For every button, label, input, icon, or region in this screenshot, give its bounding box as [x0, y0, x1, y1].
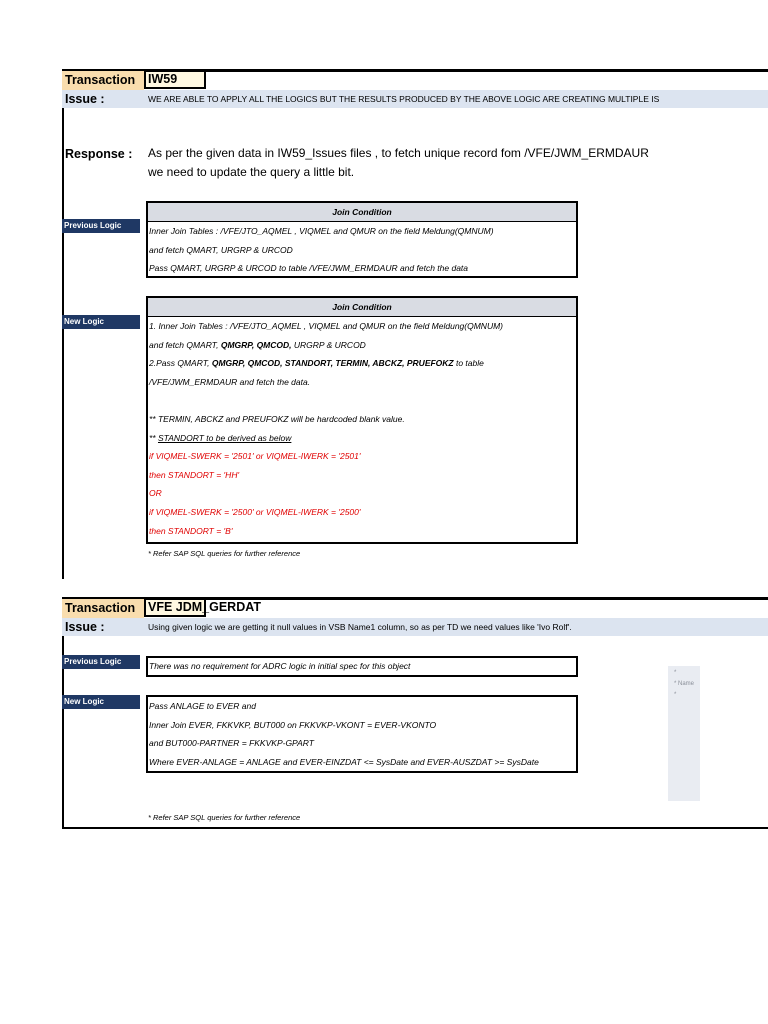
previous-logic-box	[146, 201, 578, 278]
response-line: As per the given data in IW59_Issues files , to fetch unique record fom /VFE/JWM_ERMDAUR	[148, 146, 649, 160]
logic-text: 2.Pass QMART,	[149, 358, 212, 369]
transaction-value: IW59	[144, 70, 206, 89]
side-panel-text: *	[674, 692, 677, 698]
previous-logic-tag: Previous Logic	[62, 219, 140, 233]
logic-text: **	[149, 432, 158, 443]
logic-line: There was no requirement for ADRC logic in initial spec for this object	[149, 661, 411, 671]
condition-line: if VIQMEL-SWERK = '2501' or VIQMEL-IWERK = '2501'	[149, 451, 361, 462]
logic-line: and BUT000-PARTNER = FKKVKP-GPART	[149, 738, 314, 749]
reference-note: * Refer SAP SQL queries for further reference	[148, 813, 301, 822]
issue-text: Using given logic we are getting it null values in VSB Name1 column, so as per TD we need values like 'Ivo Rolf'.	[148, 622, 572, 632]
condition-line: OR	[149, 488, 162, 499]
transaction-label: Transaction	[62, 71, 144, 90]
logic-line: Where EVER-ANLAGE = ANLAGE and EVER-EINZDAT <= SysDate and EVER-AUSZDAT >= SysDate	[149, 756, 539, 767]
transaction-value: VFE JDM_GERDAT	[144, 598, 206, 617]
logic-blank-line	[148, 391, 576, 410]
logic-line	[148, 429, 576, 448]
logic-line	[148, 336, 576, 355]
section-bottom-border	[62, 827, 768, 829]
logic-line: Pass QMART, URGRP & URCOD to table /VFE/JWM_ERMDAUR and fetch the data	[149, 263, 469, 274]
logic-line: and fetch QMART, URGRP & URCOD	[149, 244, 293, 255]
new-logic-tag: New Logic	[62, 695, 140, 709]
issue-row	[62, 618, 768, 636]
logic-text: URGRP & URCOD	[291, 339, 366, 350]
logic-line: ** TERMIN, ABCKZ and PREUFOKZ will be hardcoded blank value.	[149, 413, 405, 424]
transaction-section-iw59	[62, 69, 768, 579]
logic-text: and fetch QMART,	[149, 339, 221, 350]
transaction-section-gerdat	[62, 597, 768, 829]
issue-label: Issue :	[65, 92, 105, 106]
condition-line: then STANDORT = 'B'	[149, 525, 233, 536]
new-logic-box	[146, 296, 578, 544]
new-logic-box	[146, 695, 578, 773]
previous-logic-box	[146, 656, 578, 677]
logic-bold-text: QMGRP, QMCOD,	[220, 339, 292, 350]
logic-line: Pass ANLAGE to EVER and	[149, 701, 256, 711]
logic-line: /VFE/JWM_ERMDAUR and fetch the data.	[149, 376, 311, 387]
side-panel-text: * Name	[674, 681, 695, 687]
logic-line: Inner Join Tables : /VFE/JTO_AQMEL , VIQMEL and QMUR on the field Meldung(QMNUM)	[149, 226, 494, 236]
logic-underlined-text: STANDORT to be derived as below	[157, 432, 292, 443]
issue-label: Issue :	[65, 620, 105, 634]
side-comment-panel	[668, 666, 700, 801]
condition-line: if VIQMEL-SWERK = '2500' or VIQMEL-IWERK = '2500'	[149, 506, 361, 517]
logic-line: 1. Inner Join Tables : /VFE/JTO_AQMEL , VIQMEL and QMUR on the field Meldung(QMNUM)	[149, 321, 503, 331]
logic-line: Inner Join EVER, FKKVKP, BUT000 on FKKVKP-VKONT = EVER-VKONTO	[149, 719, 437, 730]
issue-text: WE ARE ABLE TO APPLY ALL THE LOGICS BUT THE RESULTS PRODUCED BY THE ABOVE LOGIC ARE CREATING MULTIPLE IS	[148, 94, 660, 104]
response-line: we need to update the query a little bit.	[148, 165, 355, 179]
join-condition-header: Join Condition	[148, 203, 576, 222]
new-logic-tag: New Logic	[62, 315, 140, 329]
logic-line	[148, 354, 576, 373]
transaction-label: Transaction	[62, 599, 144, 618]
join-condition-header: Join Condition	[148, 298, 576, 317]
condition-line: then STANDORT = 'HH'	[149, 469, 240, 480]
side-panel-text: *	[674, 670, 677, 676]
response-label: Response :	[65, 147, 133, 161]
logic-text: to table	[453, 358, 484, 369]
reference-note: * Refer SAP SQL queries for further reference	[148, 549, 301, 558]
previous-logic-tag: Previous Logic	[62, 655, 140, 669]
logic-bold-text: QMGRP, QMCOD, STANDORT, TERMIN, ABCKZ, PRUEFOKZ	[211, 358, 454, 369]
response-text	[148, 144, 708, 182]
issue-row	[62, 90, 768, 108]
